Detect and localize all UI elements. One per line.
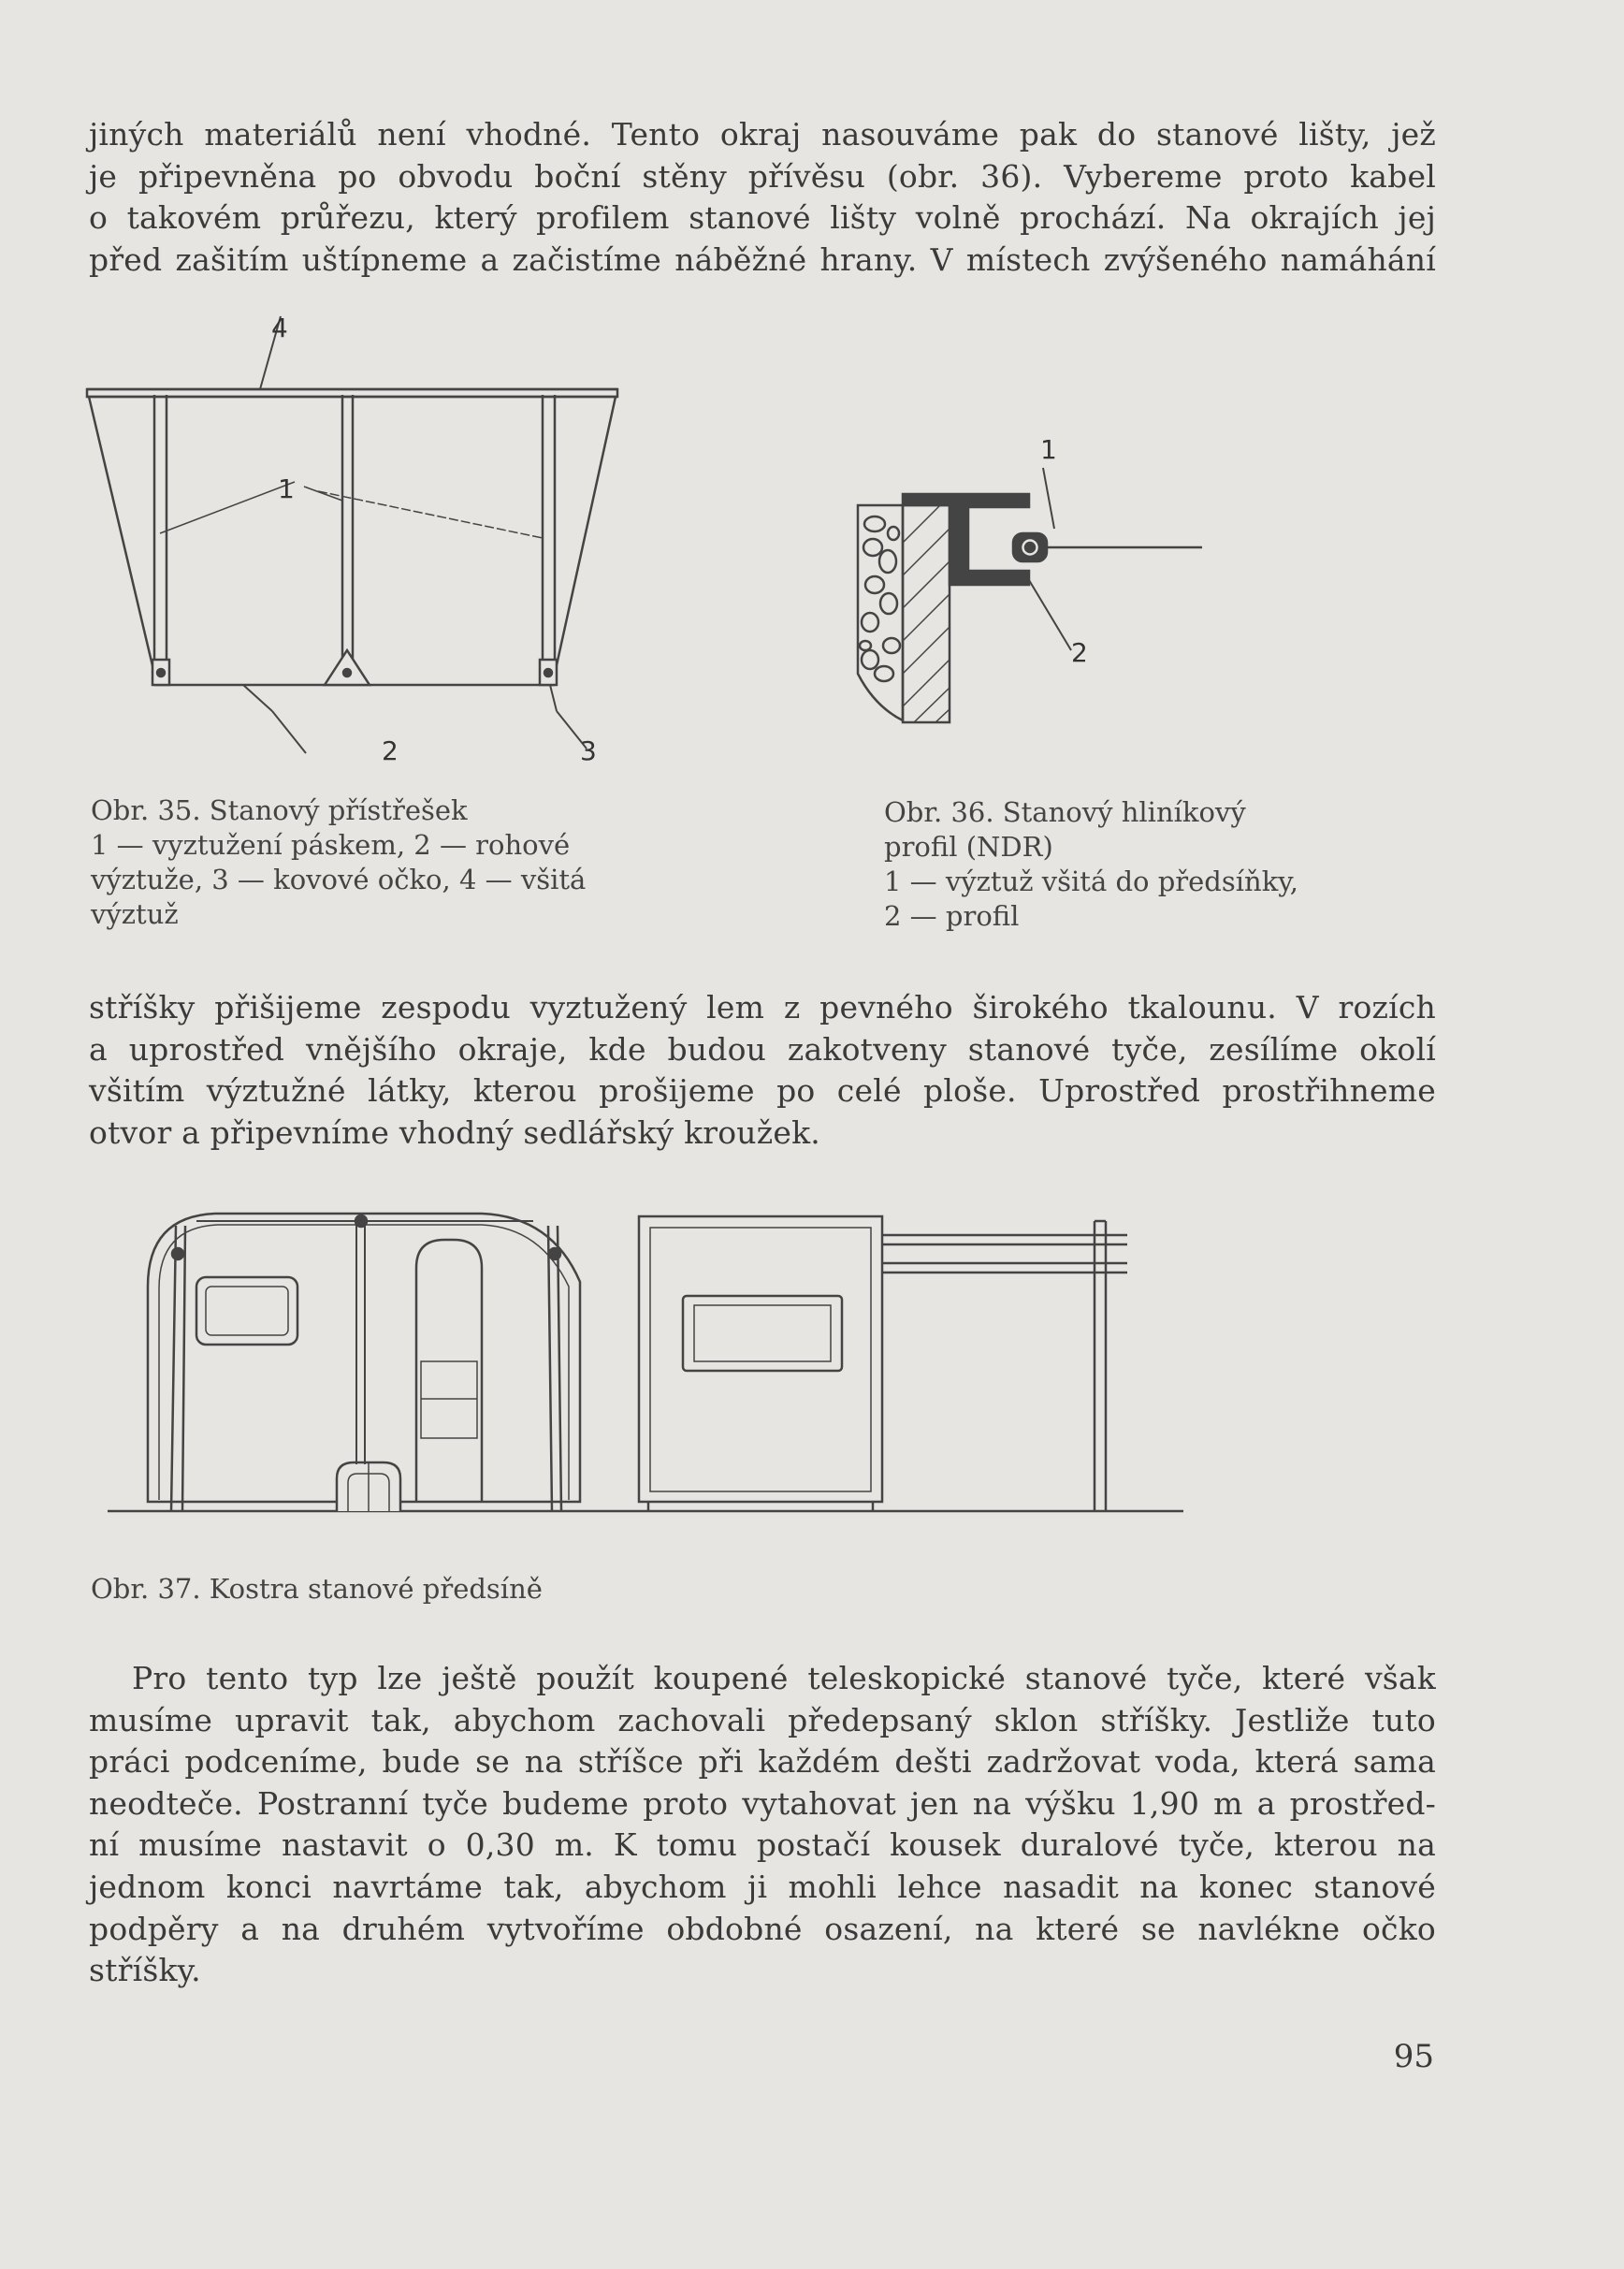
figure-36-caption <box>884 795 1389 934</box>
top-paragraph <box>89 114 1436 281</box>
figure-37-awning-frame <box>103 1202 1197 1530</box>
caption-line: výztuž <box>91 898 179 930</box>
label-1: 1 <box>1040 434 1057 465</box>
caption-line: Obr. 35. Stanový přístřešek <box>91 794 468 826</box>
caption-line: 1 — výztuž všitá do předsíňky, <box>884 865 1299 897</box>
caption-line: Obr. 37. Kostra stanové předsíně <box>91 1573 543 1605</box>
text-line: a uprostřed vnějšího okraje, kde budou zakotveny stanové tyče, zesílíme okolí <box>89 1030 1436 1068</box>
caption-line: profil (NDR) <box>884 831 1053 863</box>
caption-line: 2 — profil <box>884 900 1020 932</box>
page-number: 95 <box>1393 2038 1434 2075</box>
label-2: 2 <box>382 735 399 766</box>
text-line: otvor a připevníme vhodný sedlářský kroužek. <box>89 1113 820 1151</box>
text-line: je připevněna po obvodu boční stěny přívěsu (obr. 36). Vybereme proto kabel <box>89 157 1436 195</box>
text-line: ní musíme nastavit o 0,30 m. K tomu postačí kousek duralové tyče, kterou na <box>89 1826 1436 1864</box>
text-line: musíme upravit tak, abychom zachovali předepsaný sklon stříšky. Jestliže tuto <box>89 1701 1436 1738</box>
text-line: o takovém průřezu, který profilem stanové lišty volně prochází. Na okrajích jej <box>89 199 1436 237</box>
caption-line: výztuže, 3 — kovové očko, 4 — všitá <box>91 864 587 895</box>
text-line: jednom konci navrtáme tak, abychom ji mohli lehce nasadit na konec stanové <box>89 1868 1436 1905</box>
middle-paragraph <box>89 987 1436 1154</box>
figure-37-caption <box>91 1572 543 1607</box>
caption-line: 1 — vyztužení páskem, 2 — rohové <box>91 829 571 861</box>
text-line: stříšky. <box>89 1952 201 1989</box>
label-4: 4 <box>271 313 288 343</box>
bottom-paragraph <box>89 1658 1436 1992</box>
text-line: podpěry a na druhém vytvoříme obdobné osazení, na které se navlékne očko <box>89 1910 1436 1947</box>
text-line: stříšky přišijeme zespodu vyztužený lem z pevného širokého tkalounu. V rozích <box>89 989 1436 1025</box>
label-3: 3 <box>580 735 597 766</box>
text-line: neodteče. Postranní tyče budeme proto vytahovat jen na výšku 1,90 m a prostřed- <box>89 1784 1436 1822</box>
text-line: všitím výztužné látky, kterou prošijeme po celé ploše. Uprostřed prostřihneme <box>89 1072 1436 1110</box>
figure-36-aluminium-profile <box>847 421 1221 767</box>
text-line: práci podceníme, bude se na stříšce při každém dešti zadržovat voda, která sama <box>89 1743 1436 1781</box>
label-2: 2 <box>1071 637 1088 668</box>
text-line: před zašitím uštípneme a začistíme náběžné hrany. V místech zvýšeného namáhání <box>89 240 1436 278</box>
caption-line: Obr. 36. Stanový hliníkový <box>884 796 1246 828</box>
figure-35-caption <box>91 793 746 932</box>
label-1: 1 <box>278 473 295 504</box>
figure-35-tent-shelter <box>80 309 641 777</box>
text-line: jiných materiálů není vhodné. Tento okraj nasouváme pak do stanové lišty, jež <box>89 116 1436 153</box>
text-line: Pro tento typ lze ještě použít koupené teleskopické stanové tyče, které však <box>132 1660 1436 1696</box>
